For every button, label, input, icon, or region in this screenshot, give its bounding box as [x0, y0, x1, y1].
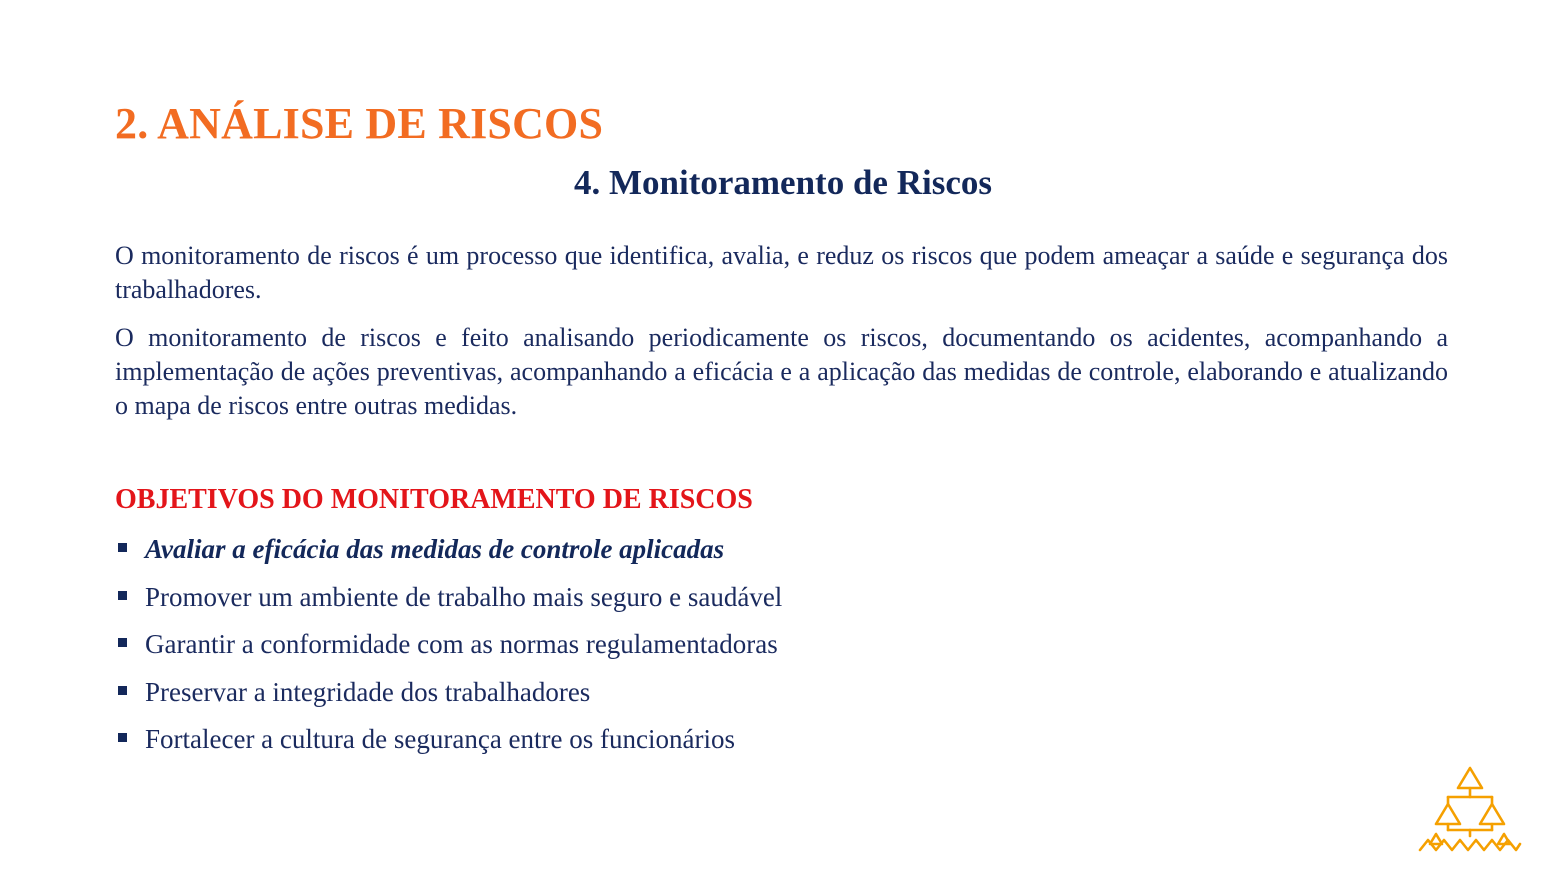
triangle-network-logo-icon	[1418, 764, 1522, 856]
list-item	[115, 530, 782, 578]
section-subtitle: 4. Monitoramento de Riscos	[573, 163, 992, 202]
objectives-heading: OBJETIVOS DO MONITORAMENTO DE RISCOS	[115, 484, 753, 515]
list-item-text: Garantir a conformidade com as normas regulamentadoras	[145, 629, 778, 659]
list-item	[115, 625, 782, 673]
list-item	[115, 673, 782, 721]
method-paragraph: O monitoramento de riscos e feito analisando periodicamente os riscos, documentando os acidentes, acompanhando a implementação de ações preventivas, acompanhando a eficácia e a aplicação das medidas de controle, elaborando e atualizando o mapa de riscos entre outras medidas.	[115, 323, 1448, 420]
square-bullet-icon	[118, 686, 127, 695]
list-item-text: Fortalecer a cultura de segurança entre os funcionários	[145, 724, 735, 754]
square-bullet-icon	[118, 733, 127, 742]
list-item-text: Avaliar a eficácia das medidas de controle aplicadas	[145, 534, 725, 564]
square-bullet-icon	[118, 591, 127, 600]
intro-paragraph: O monitoramento de riscos é um processo que identifica, avalia, e reduz os riscos que podem ameaçar a saúde e segurança dos trabalhadores.	[115, 241, 1448, 304]
list-item	[115, 720, 782, 768]
list-item	[115, 578, 782, 626]
page-title: 2. ANÁLISE DE RISCOS	[115, 99, 604, 148]
list-item-text: Preservar a integridade dos trabalhadores	[145, 676, 591, 707]
square-bullet-icon	[118, 543, 127, 552]
list-item-text: Promover um ambiente de trabalho mais seguro e saudável	[145, 581, 783, 612]
square-bullet-icon	[118, 638, 127, 647]
objectives-list	[115, 530, 782, 768]
